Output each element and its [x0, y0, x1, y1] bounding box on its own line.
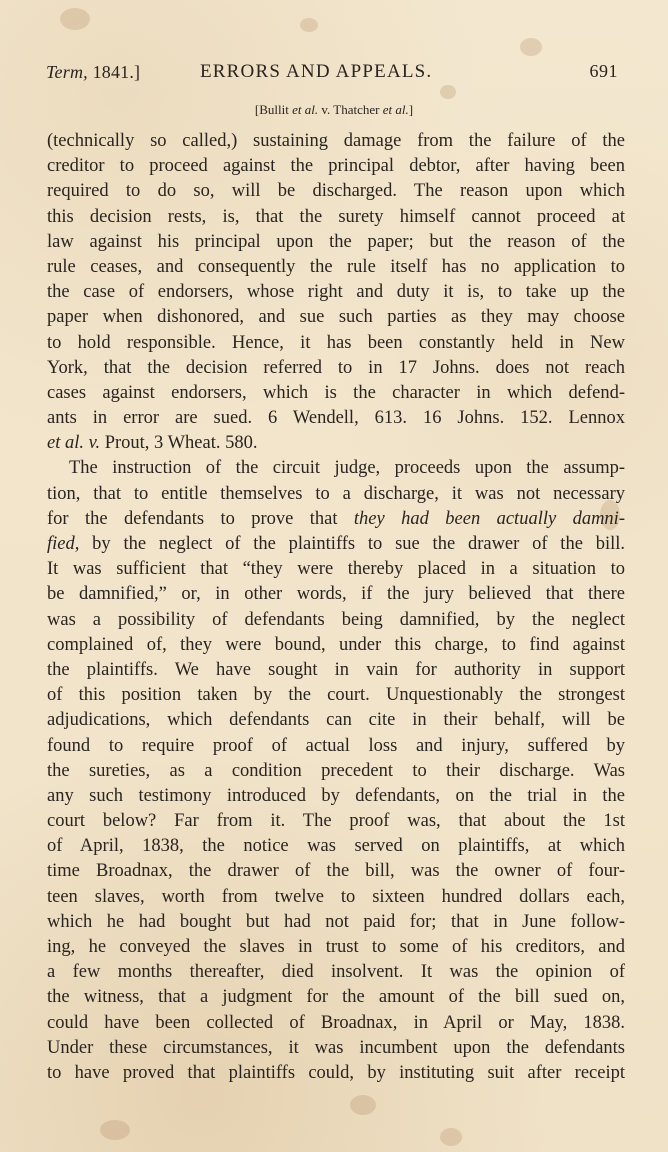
- text-line: complained of, they were bound, under this charge, to find against: [47, 634, 625, 655]
- text-line: creditor to proceed against the principal debtor, after having been: [47, 156, 625, 177]
- foxing-spot: [350, 1095, 376, 1115]
- text-italic: fied,: [47, 534, 80, 554]
- text-line: tion, that to entitle themselves to a discharge, it was not necessary: [47, 483, 625, 504]
- text-line: York, that the decision referred to in 17 Johns. does not reach: [47, 357, 625, 378]
- case-title-etal-1: et al.: [292, 102, 319, 117]
- text-line: could have been collected of Broadnax, in April or May, 1838.: [47, 1012, 625, 1033]
- foxing-spot: [440, 1128, 462, 1146]
- text-line: found to require proof of actual loss and injury, suffered by: [47, 735, 625, 756]
- text-line: any such testimony introduced by defendants, on the trial in the: [47, 785, 625, 806]
- case-title-etal-2: et al.: [382, 102, 409, 117]
- text-line: which he had bought but had not paid for; that in June follow-: [47, 911, 625, 932]
- paragraph-start-line: The instruction of the circuit judge, proceeds upon the assump-: [69, 458, 625, 479]
- text-line: adjudications, which defendants can cite in their behalf, will be: [47, 710, 625, 731]
- case-title-open: [Bullit: [254, 102, 293, 117]
- text-line: [47, 507, 625, 532]
- text-plain: Prout, 3 Wheat. 580.: [100, 433, 258, 454]
- text-line: was a possibility of defendants being damnified, by the neglect: [47, 609, 625, 630]
- text-line: the sureties, as a condition precedent to their discharge. Was: [47, 760, 625, 781]
- term-label: Term,: [46, 62, 88, 82]
- text-plain: for the defendants to prove that: [47, 508, 354, 529]
- text-plain: by the neglect of the plaintiffs to sue the drawer of the bill.: [79, 534, 625, 554]
- text-line: paper when dishonored, and sue such parties as they may choose: [47, 307, 625, 328]
- text-italic: et al. v.: [47, 433, 101, 454]
- text-line: time Broadnax, the drawer of the bill, was the owner of four-: [47, 861, 625, 882]
- foxing-spot: [100, 1120, 130, 1140]
- text-line: the plaintiffs. We have sought in vain for authority in support: [47, 659, 625, 680]
- foxing-spot: [60, 8, 90, 30]
- term-year: 1841.]: [92, 62, 141, 82]
- text-line: this decision rests, is, that the surety himself cannot proceed at: [47, 206, 625, 227]
- case-title-v: v.: [318, 102, 334, 117]
- text-line: to have proved that plaintiffs could, by instituting suit after receipt: [47, 1062, 625, 1083]
- text-line: to hold responsible. Hence, it has been constantly held in New: [47, 332, 625, 353]
- text-line: Under these circumstances, it was incumbent upon the defendants: [47, 1037, 625, 1058]
- text-line: rule ceases, and consequently the rule itself has no application to: [47, 256, 625, 277]
- text-line: required to do so, will be discharged. The reason upon which: [47, 181, 625, 202]
- text-line: It was sufficient that “they were thereby placed in a situation to: [47, 559, 625, 580]
- foxing-spot: [520, 38, 542, 56]
- text-line: [47, 431, 625, 456]
- text-line: (technically so called,) sustaining damage from the failure of the: [47, 131, 625, 151]
- text-line: ants in error are sued. 6 Wendell, 613. 16 Johns. 152. Lennox: [47, 408, 625, 429]
- text-line: ing, he conveyed the slaves in trust to some of his creditors, and: [47, 937, 625, 957]
- page-header: [46, 58, 618, 88]
- case-running-title: [0, 102, 668, 118]
- text-line: a few months thereafter, died insolvent. It was the opinion of: [47, 962, 625, 983]
- body-text: [47, 129, 625, 1086]
- text-line: the case of endorsers, whose right and duty it is, to take up the: [47, 282, 625, 303]
- text-line: the witness, that a judgment for the amount of the bill sued on,: [47, 987, 625, 1008]
- text-line: of April, 1838, the notice was served on plaintiffs, at which: [47, 836, 625, 857]
- case-title-name: Thatcher: [333, 102, 383, 117]
- foxing-spot: [300, 18, 318, 32]
- case-title-close: ]: [408, 102, 414, 117]
- text-line: cases against endorsers, which is the character in which defend-: [47, 382, 625, 403]
- page-number: 691: [589, 61, 618, 81]
- text-line: of this position taken by the court. Unquestionably the strongest: [47, 685, 625, 706]
- text-line: law against his principal upon the paper; but the reason of the: [47, 231, 625, 252]
- header-term: [46, 62, 140, 83]
- text-line: be damnified,” or, in other words, if the jury believed that there: [47, 584, 625, 605]
- text-line: teen slaves, worth from twelve to sixteen hundred dollars each,: [47, 886, 625, 907]
- text-italic: they had been actually damni-: [353, 508, 625, 529]
- header-title: ERRORS AND APPEALS.: [200, 61, 433, 82]
- text-line: [47, 532, 625, 557]
- text-line: court below? Far from it. The proof was, that about the 1st: [47, 811, 625, 832]
